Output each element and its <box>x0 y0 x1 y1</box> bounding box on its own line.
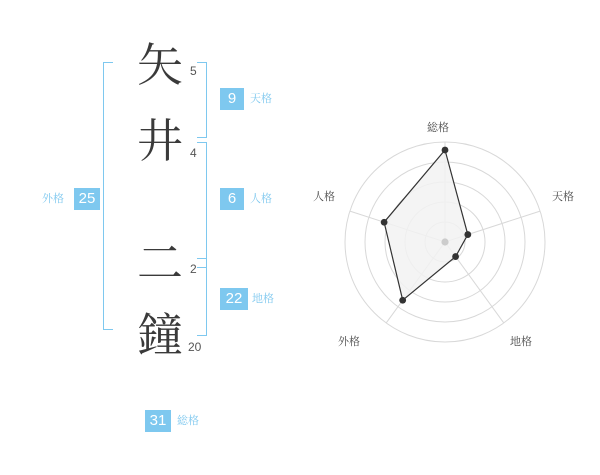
stroke-count-1: 5 <box>190 64 197 78</box>
radar-axis-label-jinkaku: 人格 <box>313 190 335 203</box>
radar-axis-label-tenkaku: 天格 <box>552 190 574 203</box>
tenkaku-label: 天格 <box>250 92 272 105</box>
jinkaku-value: 6 <box>220 188 244 210</box>
radar-axis-label-chikaku: 地格 <box>510 335 532 348</box>
radar-center-dot <box>441 238 448 245</box>
radar-axis-label-gaikaku: 外格 <box>338 335 360 348</box>
kanji-char-4: 鐘 <box>137 308 183 362</box>
gaikaku-value: 25 <box>74 188 100 210</box>
stroke-count-3: 2 <box>190 262 197 276</box>
kanji-char-3: 二 <box>137 236 183 290</box>
name-strokes-panel <box>0 0 300 470</box>
radar-data-point <box>442 147 449 154</box>
jinkaku-bracket <box>197 142 207 268</box>
radar-data-point <box>381 219 388 226</box>
chikaku-bracket <box>197 258 207 336</box>
kanji-char-1: 矢 <box>137 38 183 92</box>
chikaku-label: 地格 <box>252 292 274 305</box>
tenkaku-value: 9 <box>220 88 244 110</box>
stroke-count-4: 20 <box>188 340 202 354</box>
radar-chart-panel <box>300 0 600 470</box>
kanji-char-2: 井 <box>137 114 183 168</box>
radar-data-point <box>464 231 471 238</box>
stroke-count-2: 4 <box>190 146 197 160</box>
tenkaku-bracket <box>197 62 207 138</box>
radar-data-point <box>452 253 459 260</box>
soukaku-value: 31 <box>145 410 171 432</box>
soukaku-label: 総格 <box>177 414 199 427</box>
gaikaku-bracket <box>103 62 113 330</box>
gaikaku-label: 外格 <box>42 192 64 205</box>
chikaku-value: 22 <box>220 288 248 310</box>
radar-chart-svg <box>300 0 600 470</box>
radar-data-point <box>399 297 406 304</box>
jinkaku-label: 人格 <box>250 192 272 205</box>
radar-axis-label-soukaku: 総格 <box>427 121 449 134</box>
